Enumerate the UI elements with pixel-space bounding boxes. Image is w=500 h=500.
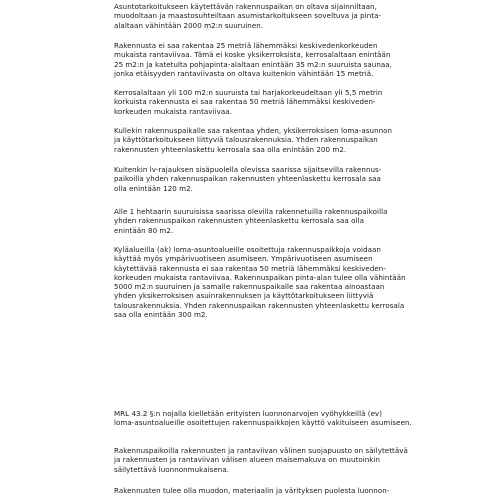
- text-line: korkuista rakennusta ei saa rakentaa 50 metriä lähemmäksi keskiveden-: [114, 97, 376, 107]
- text-line: Rakennusta ei saa rakentaa 25 metriä lähemmäksi keskivedenkorkeuden: [114, 41, 378, 50]
- text-line: Rakennuspaikoilla rakennusten ja rantaviivan välinen suojapuusto on säilytettävä: [114, 446, 408, 455]
- paragraph-holiday-home-allowance: [114, 126, 393, 154]
- paragraph-island-floor-area: [114, 165, 384, 193]
- text-line: MRL 43.2 §:n nojalla kielletään erityisten luonnonarvojen vyöhykkeillä (ev): [114, 409, 383, 418]
- text-line: korkeuden mukaista rantaviivaa. Rakennuspaikan pinta-alan tulee olla vähintään: [114, 272, 406, 282]
- text-line: 5000 m2:n suuruinen ja samalle rakennuspaikalle saa rakentaa ainoastaan: [114, 282, 385, 292]
- text-line: mukaista rantaviivaa. Tämä ei koske yksikerroksista, kerrosalaltaan enintään: [114, 50, 391, 60]
- text-line: talousrakennuksia. Yhden rakennuspaikan rakennusten yhteenlaskettu kerrosala: [114, 300, 405, 310]
- paragraph-shore-distance: [114, 41, 392, 78]
- text-line: alaltaan vähintään 2000 m2:n suuruinen.: [114, 20, 264, 30]
- text-line: Alle 1 hehtaarin suuruisissa saarissa olevilla rakennetuilla rakennuspaikoilla: [114, 207, 388, 216]
- text-line: paikoilla yhden rakennuspaikan rakennusten yhteenlaskettu kerrosala saa: [114, 174, 381, 184]
- text-line: Asuntotarkoitukseen käytettävän rakennuspaikan on oltava sijainniltaan,: [114, 2, 377, 11]
- text-line: käyttää myös ympärivuotiseen asumiseen. Ympärivuotiseen asumiseen: [114, 254, 373, 264]
- text-line: yhden rakennuspaikan rakennusten yhteenlaskettu kerrosala saa olla: [114, 216, 364, 226]
- paragraph-mrl-restriction: [114, 409, 412, 428]
- paragraph-building-appearance: [114, 486, 390, 495]
- paragraph-shoreline-trees: [114, 446, 408, 474]
- text-line: rakennusten yhteenlaskettu kerrosala saa olla enintään 200 m2.: [114, 144, 347, 154]
- text-line: yhden yksikerroksisen asuinrakennuksen ja käyttötarkoitukseen liittyviä: [114, 291, 374, 301]
- text-line: Kyläalueilla (ak) loma-asuntoalueille osoitettuja rakennuspaikkoja voidaan: [114, 245, 381, 254]
- paragraph-small-island-floor-area: [114, 207, 388, 235]
- text-line: 25 m2:n ja katetulta pohjapinta-alaltaan enintään 35 m2:n suuruista saunaa,: [114, 59, 392, 69]
- text-line: jonka etäisyyden rantaviivasta on oltava kuitenkin vähintään 15 metriä.: [114, 68, 374, 78]
- text-line: käytettävää rakennusta ei saa rakentaa 50 metriä lähemmäksi keskiveden-: [114, 263, 386, 273]
- text-line: saa olla enintään 300 m2.: [114, 310, 208, 320]
- text-line: enintään 80 m2.: [114, 225, 174, 235]
- text-line: ja käyttötarkoitukseen liittyviä talousrakennuksia. Yhden rakennuspaikan: [114, 135, 378, 145]
- text-line: Kerrosalaltaan yli 100 m2:n suuruista tai harjakorkeudeltaan yli 5,5 metrin: [114, 88, 383, 97]
- text-line: Kullekin rakennuspaikalle saa rakentaa yhden, yksikerroksisen loma-asunnon: [114, 126, 393, 135]
- text-line: loma-asuntoalueille osoitettujen rakennuspaikkojen käyttö vakituiseen asumiseen.: [114, 418, 412, 428]
- paragraph-building-site-size: [114, 2, 384, 30]
- text-line: Kuitenkin lv-rajauksen sisäpuolella olevissa saarissa sijaitsevilla rakennus-: [114, 165, 382, 174]
- text-line: korkeuden mukaista rantaviivaa.: [114, 106, 232, 116]
- text-line: olla enintään 120 m2.: [114, 183, 193, 193]
- paragraph-large-building-distance: [114, 88, 384, 116]
- paragraph-village-areas: [114, 245, 406, 320]
- text-line: säilytettävä luonnonmukaisena.: [114, 464, 230, 474]
- text-line: muodoltaan ja maastosuhteiltaan asumistarkoitukseen soveltuva ja pinta-: [114, 11, 382, 21]
- text-line: ja rakennusten ja rantaviivan välisen alueen maisemakuva on muutoinkin: [114, 455, 381, 465]
- text-line: Rakennusten tulee olla muodon, materiaalin ja värityksen puolesta luonnon-: [114, 486, 390, 495]
